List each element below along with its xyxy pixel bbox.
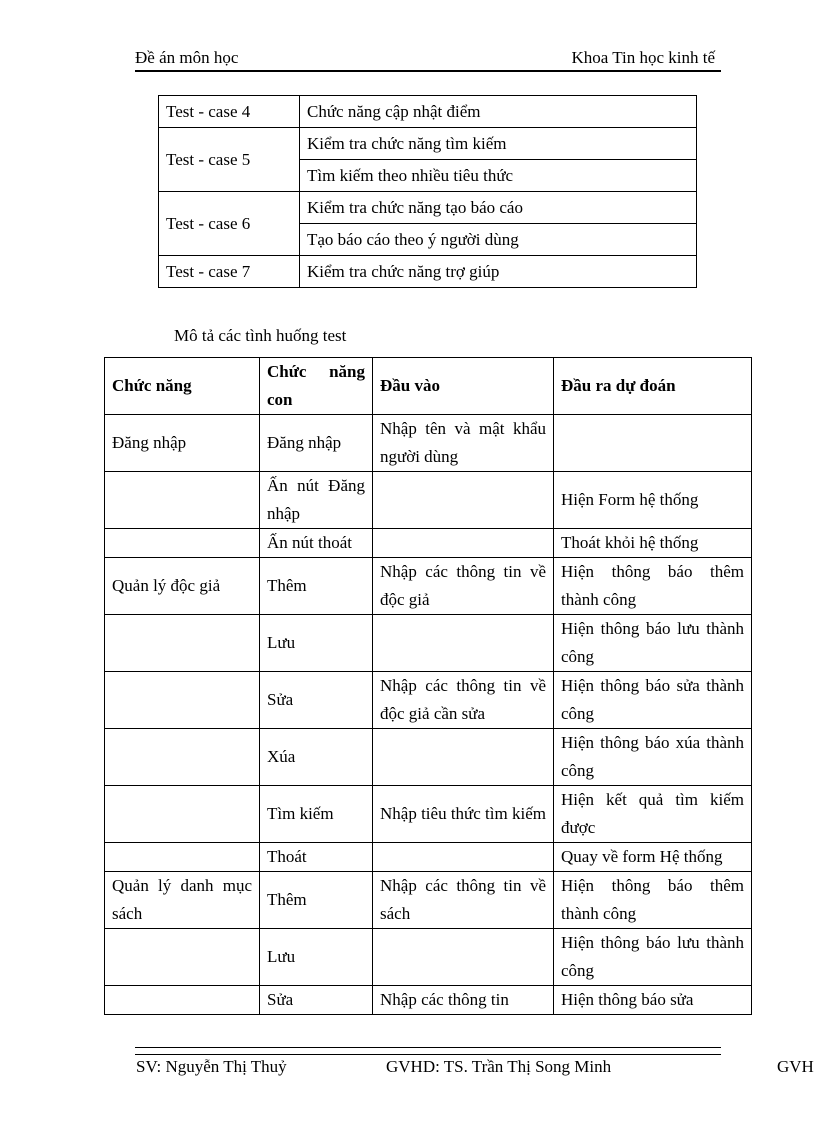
cell-input: Nhập các thông tin về sách [373,872,554,929]
table-row [105,786,752,843]
column-header: Chức năng con [260,358,373,415]
table-row [159,96,697,128]
table-row [105,986,752,1015]
page-header [135,48,721,72]
cell-subfunction: Sửa [260,986,373,1015]
cell-input [373,615,554,672]
cell-subfunction: Ấn nút thoát [260,529,373,558]
test-case-item: Tạo báo cáo theo ý người dùng [300,224,697,256]
cell-input [373,529,554,558]
cell-input: Nhập tiêu thức tìm kiếm [373,786,554,843]
cell-subfunction: Tìm kiếm [260,786,373,843]
cell-expected-output [554,415,752,472]
test-case-item: Chức năng cập nhật điểm [300,96,697,128]
test-case-item: Tìm kiếm theo nhiều tiêu thức [300,160,697,192]
cell-input [373,843,554,872]
table-row [105,729,752,786]
table-row [105,529,752,558]
table-row [159,256,697,288]
table-row [105,615,752,672]
test-case-item: Kiểm tra chức năng tạo báo cáo [300,192,697,224]
test-case-label: Test - case 4 [159,96,300,128]
test-case-label: Test - case 5 [159,128,300,192]
test-case-label: Test - case 7 [159,256,300,288]
cell-subfunction: Thêm [260,872,373,929]
footer-rule [135,1047,721,1055]
cell-subfunction: Ấn nút Đăng nhập [260,472,373,529]
test-case-table [158,95,697,288]
test-case-item: Kiểm tra chức năng trợ giúp [300,256,697,288]
cell-input: Nhập các thông tin về độc giả [373,558,554,615]
table-row [159,192,697,224]
header-course: Đề án môn học [135,48,239,67]
cell-expected-output: Hiện thông báo sửa thành công [554,672,752,729]
cell-input [373,729,554,786]
cell-function [105,843,260,872]
column-header: Đầu vào [373,358,554,415]
cell-expected-output: Quay về form Hệ thống [554,843,752,872]
cell-input: Nhập các thông tin về độc giả cần sửa [373,672,554,729]
cell-function [105,615,260,672]
table-row [105,415,752,472]
table-row [159,128,697,160]
cell-expected-output: Hiện thông báo lưu thành công [554,929,752,986]
cell-function [105,986,260,1015]
cell-subfunction: Xúa [260,729,373,786]
cell-function [105,786,260,843]
cell-subfunction: Đăng nhập [260,415,373,472]
cell-subfunction: Thêm [260,558,373,615]
cell-function [105,529,260,558]
test-scenario-table [104,357,752,1015]
cell-subfunction: Thoát [260,843,373,872]
cell-subfunction: Lưu [260,615,373,672]
footer-advisor-cut: GVH [777,1057,814,1076]
cell-function: Quản lý danh mục sách [105,872,260,929]
test-case-item: Kiểm tra chức năng tìm kiếm [300,128,697,160]
cell-expected-output: Hiện Form hệ thống [554,472,752,529]
cell-input [373,472,554,529]
table-caption: Mô tả các tình huống test [174,326,347,345]
header-faculty: Khoa Tin học kinh tế [571,48,715,67]
footer-advisor: GVHD: TS. Trần Thị Song Minh [386,1057,612,1076]
cell-function [105,472,260,529]
table-row [105,672,752,729]
table-row [105,843,752,872]
cell-function [105,672,260,729]
column-header: Chức năng [105,358,260,415]
cell-expected-output: Hiện thông báo lưu thành công [554,615,752,672]
table-row [105,872,752,929]
cell-subfunction: Lưu [260,929,373,986]
column-header: Đầu ra dự đoán [554,358,752,415]
cell-expected-output: Hiện thông báo thêm thành công [554,872,752,929]
cell-input: Nhập tên và mật khẩu người dùng [373,415,554,472]
cell-expected-output: Thoát khỏi hệ thống [554,529,752,558]
cell-function [105,929,260,986]
cell-function: Quản lý độc giả [105,558,260,615]
table-row [105,929,752,986]
cell-expected-output: Hiện thông báo sửa [554,986,752,1015]
cell-expected-output: Hiện thông báo xúa thành công [554,729,752,786]
cell-expected-output: Hiện thông báo thêm thành công [554,558,752,615]
cell-expected-output: Hiện kết quả tìm kiếm được [554,786,752,843]
cell-subfunction: Sửa [260,672,373,729]
cell-function [105,729,260,786]
footer-student: SV: Nguyễn Thị Thuỷ [136,1057,287,1076]
cell-input [373,929,554,986]
table-header-row [105,358,752,415]
table-row [105,472,752,529]
test-case-label: Test - case 6 [159,192,300,256]
table-row [105,558,752,615]
cell-function: Đăng nhập [105,415,260,472]
cell-input: Nhập các thông tin [373,986,554,1015]
